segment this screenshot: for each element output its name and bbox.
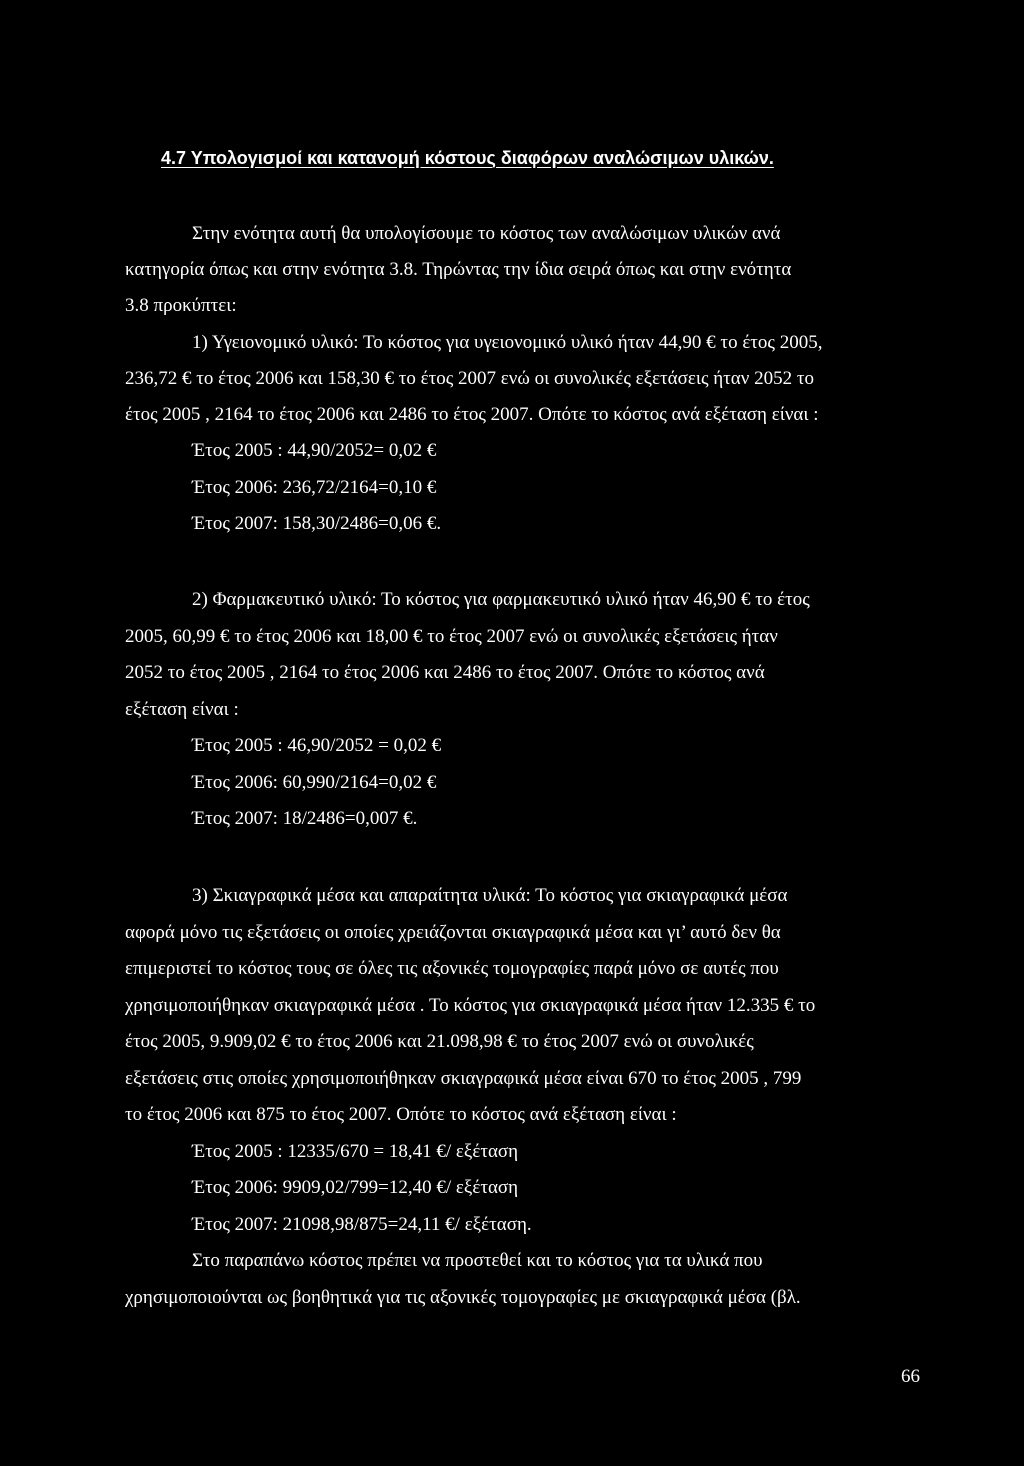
section3-closing-line-1: Στο παραπάνω κόστος πρέπει να προστεθεί και το κόστος για τα υλικά που xyxy=(192,1250,763,1271)
section3-closing-line-2: χρησιμοποιούνται ως βοηθητικά για τις αξονικές τομογραφίες με σκιαγραφικά μέσα (βλ. xyxy=(125,1287,801,1308)
section2-line-3: 2052 το έτος 2005 , 2164 το έτος 2006 και 2486 το έτος 2007. Οπότε το κόστος ανά xyxy=(125,662,765,683)
section2-calc-2005: Έτος 2005 : 46,90/2052 = 0,02 € xyxy=(192,735,442,756)
intro-line-3: 3.8 προκύπτει: xyxy=(125,295,237,316)
section-heading: 4.7 Υπολογισμοί και κατανομή κόστους διαφόρων αναλώσιμων υλικών. xyxy=(161,148,774,168)
section2-line-4: εξέταση είναι : xyxy=(125,699,239,720)
section3-line-2: αφορά μόνο τις εξετάσεις οι οποίες χρειάζονται σκιαγραφικά μέσα και γι’ αυτό δεν θα xyxy=(125,922,781,943)
section1-line-1: 1) Υγειονομικό υλικό: Το κόστος για υγειονομικό υλικό ήταν 44,90 € το έτος 2005, xyxy=(192,332,823,353)
section1-calc-2005: Έτος 2005 : 44,90/2052= 0,02 € xyxy=(192,440,437,461)
section3-calc-2007: Έτος 2007: 21098,98/875=24,11 €/ εξέταση. xyxy=(192,1214,532,1235)
section1-calc-2006: Έτος 2006: 236,72/2164=0,10 € xyxy=(192,477,437,498)
section3-line-3: επιμεριστεί το κόστος τους σε όλες τις αξονικές τομογραφίες παρά μόνο σε αυτές που xyxy=(125,958,779,979)
section3-line-1: 3) Σκιαγραφικά μέσα και απαραίτητα υλικά: Το κόστος για σκιαγραφικά μέσα xyxy=(192,885,788,906)
intro-line-1: Στην ενότητα αυτή θα υπολογίσουμε το κόστος των αναλώσιμων υλικών ανά xyxy=(192,223,781,244)
intro-line-2: κατηγορία όπως και στην ενότητα 3.8. Τηρώντας την ίδια σειρά όπως και στην ενότητα xyxy=(125,259,792,280)
section3-calc-2005: Έτος 2005 : 12335/670 = 18,41 €/ εξέταση xyxy=(192,1141,519,1162)
section2-line-2: 2005, 60,99 € το έτος 2006 και 18,00 € το έτος 2007 ενώ οι συνολικές εξετάσεις ήταν xyxy=(125,626,778,647)
section3-line-7: το έτος 2006 και 875 το έτος 2007. Οπότε το κόστος ανά εξέταση είναι : xyxy=(125,1104,677,1125)
section3-line-4: χρησιμοποιήθηκαν σκιαγραφικά μέσα . Το κόστος για σκιαγραφικά μέσα ήταν 12.335 € το xyxy=(125,995,816,1016)
section2-calc-2006: Έτος 2006: 60,990/2164=0,02 € xyxy=(192,772,437,793)
section1-line-2: 236,72 € το έτος 2006 και 158,30 € το έτος 2007 ενώ οι συνολικές εξετάσεις ήταν 2052 το xyxy=(125,368,814,389)
section3-calc-2006: Έτος 2006: 9909,02/799=12,40 €/ εξέταση xyxy=(192,1177,519,1198)
section2-calc-2007: Έτος 2007: 18/2486=0,007 €. xyxy=(192,808,418,829)
section1-calc-2007: Έτος 2007: 158,30/2486=0,06 €. xyxy=(192,513,442,534)
section1-line-3: έτος 2005 , 2164 το έτος 2006 και 2486 το έτος 2007. Οπότε το κόστος ανά εξέταση είναι : xyxy=(125,404,819,425)
section3-line-6: εξετάσεις στις οποίες χρησιμοποιήθηκαν σκιαγραφικά μέσα είναι 670 το έτος 2005 , 799 xyxy=(125,1068,802,1089)
page-number: 66 xyxy=(901,1366,920,1387)
section3-line-5: έτος 2005, 9.909,02 € το έτος 2006 και 21.098,98 € το έτος 2007 ενώ οι συνολικές xyxy=(125,1031,754,1052)
section2-line-1: 2) Φαρμακευτικό υλικό: Το κόστος για φαρμακευτικό υλικό ήταν 46,90 € το έτος xyxy=(192,589,810,610)
